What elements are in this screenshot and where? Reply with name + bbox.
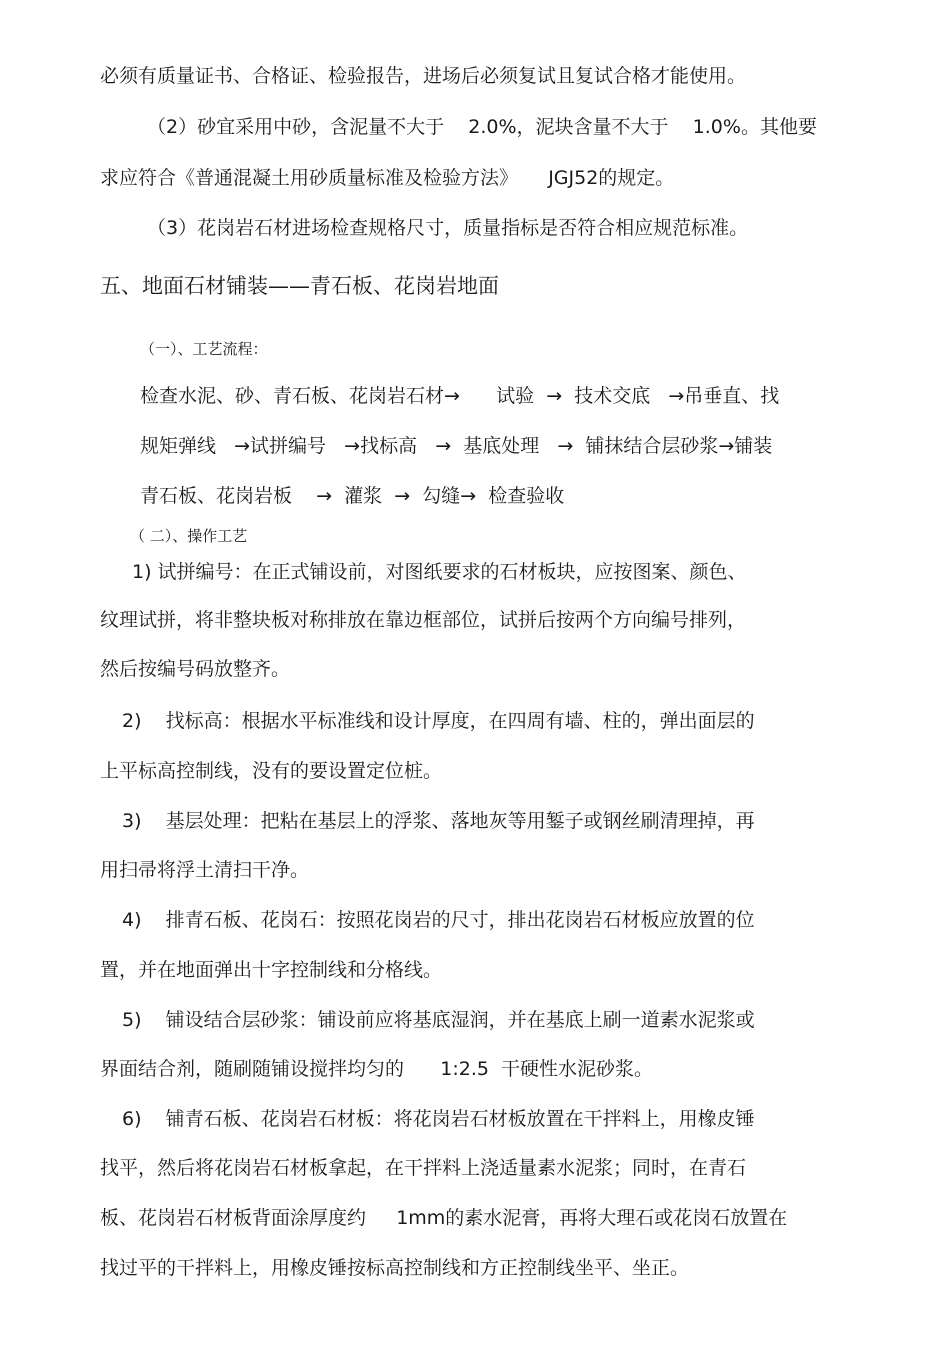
text-line: 找平，然后将花岗岩石材板拿起，在干拌料上浇适量素水泥浆；同时，在青石 bbox=[100, 1157, 747, 1179]
text-line: 5) 铺设结合层砂浆：铺设前应将基底湿润，并在基底上刷一道素水泥浆或 bbox=[122, 1009, 755, 1031]
text-line: 找过平的干拌料上，用橡皮锤按标高控制线和方正控制线坐平、坐正。 bbox=[100, 1257, 690, 1279]
text-line: 置，并在地面弹出十字控制线和分格线。 bbox=[100, 959, 443, 981]
text-line: 6) 铺青石板、花岗岩石材板：将花岗岩石材板放置在干拌料上，用橡皮锤 bbox=[122, 1108, 755, 1130]
section-heading: 五、地面石材铺装——青石板、花岗岩地面 bbox=[100, 274, 499, 298]
text-line: 用扫帚将浮土清扫干净。 bbox=[100, 859, 310, 881]
text-line: 纹理试拼，将非整块板对称排放在靠边框部位，试拼后按两个方向编号排列， bbox=[100, 609, 747, 631]
text-line: 然后按编号码放整齐。 bbox=[100, 658, 291, 680]
subsection-heading: （ 二）、操作工艺 bbox=[130, 527, 248, 545]
text-line: 3) 基层处理：把粘在基层上的浮浆、落地灰等用錾子或钢丝刷清理掉，再 bbox=[122, 810, 755, 832]
flow-line: 规矩弹线 →试拼编号 →找标高 → 基底处理 → 铺抹结合层砂浆→铺装 bbox=[140, 435, 773, 457]
flow-line: 青石板、花岗岩板 → 灌浆 → 勾缝→ 检查验收 bbox=[140, 485, 565, 507]
text-line: 必须有质量证书、合格证、检验报告，进场后必须复试且复试合格才能使用。 bbox=[100, 65, 747, 87]
text-line: 上平标高控制线，没有的要设置定位桩。 bbox=[100, 760, 443, 782]
text-line: （3）花岗岩石材进场检查规格尺寸，质量指标是否符合相应规范标准。 bbox=[147, 217, 749, 239]
text-line: 板、花岗岩石材板背面涂厚度约 1mm的素水泥膏，再将大理石或花岗石放置在 bbox=[100, 1207, 788, 1229]
flow-line: 检查水泥、砂、青石板、花岗岩石材→ 试验 → 技术交底 →吊垂直、找 bbox=[140, 385, 780, 407]
text-line: 1) 试拼编号：在正式铺设前，对图纸要求的石材板块，应按图案、颜色、 bbox=[132, 561, 747, 583]
subsection-heading: （一）、工艺流程： bbox=[140, 340, 268, 358]
text-line: 求应符合《普通混凝土用砂质量标准及检验方法》 JGJ52的规定。 bbox=[100, 167, 675, 189]
text-line: （2）砂宜采用中砂，含泥量不大于 2.0%，泥块含量不大于 1.0%。其他要 bbox=[147, 116, 817, 138]
text-line: 2) 找标高：根据水平标准线和设计厚度，在四周有墙、柱的，弹出面层的 bbox=[122, 710, 755, 732]
text-line: 4) 排青石板、花岗石：按照花岗岩的尺寸，排出花岗岩石材板应放置的位 bbox=[122, 909, 755, 931]
text-line: 界面结合剂，随刷随铺设搅拌均匀的 1:2.5 干硬性水泥砂浆。 bbox=[100, 1058, 654, 1080]
